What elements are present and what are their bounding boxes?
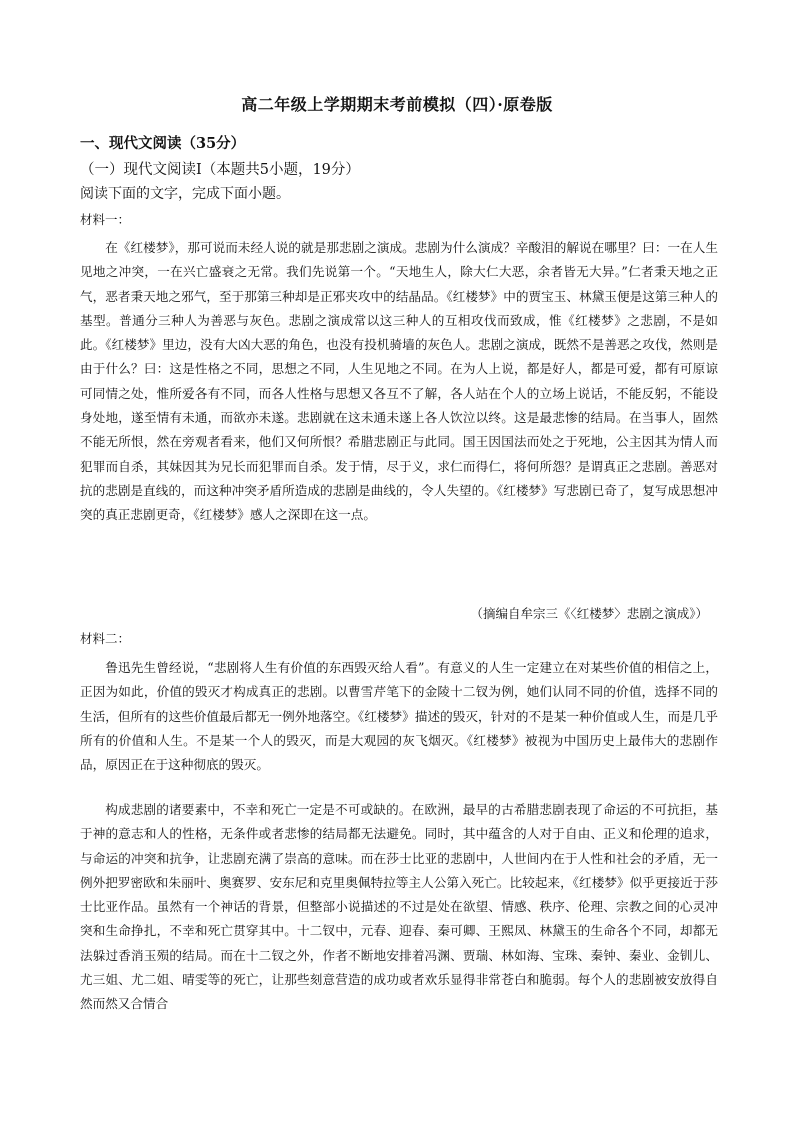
instruction-text: 阅读下面的文字，完成下面小题。 <box>80 186 290 202</box>
section-heading: 一、现代文阅读（35分） <box>80 135 246 152</box>
page-title: 高二年级上学期期末考前模拟（四）·原卷版 <box>241 95 553 114</box>
subsection-heading: （一）现代文阅读Ⅰ（本题共5小题，19分） <box>80 162 360 178</box>
material1-source: （摘编自牟宗三《〈红楼梦〉悲剧之演成》） <box>470 606 708 621</box>
material1-paragraph: 在《红楼梦》，那可说而未经人说的就是那悲剧之演成。悲剧为什么演成？辛酸泪的解说在哪里？曰：一在人生见地之冲突，一在兴亡盛衰之无常。我们先说第一个。“天地生人，除大仁大恶，余者皆无大异。”仁者秉天地之正气，恶者秉天地之邪气，至于那第三种却是正邪夹攻中的结晶品。《红楼梦》中的贾宝玉、林黛玉便是这第三种人的基型。普通分三种人为善恶与灰色。悲剧之演成常以这三种人的互相攻伐而致成，惟《红楼梦》之悲剧，不是如此。《红楼梦》里边，没有大凶大恶的角色，也没有投机骑墙的灰色人。悲剧之演成，既然不是善恶之攻伐，然则是由于什么？曰：这是性格之不同，思想之不同，人生见地之不同。在为人上说，都是好人，都是可爱，都有可原谅可同情之处，惟所爱各有不同，而各人性格与思想又各互不了解，各人站在个人的立场上说话，不能反躬，不能设身处地，遂至情有未通，而欲亦未遂。悲剧就在这未通未遂上各人饮泣以终。这是最悲惨的结局。在当事人，固然不能无所恨，然在旁观者看来，他们又何所恨？希腊悲剧正与此同。国王因国法而处之于死地，公主因其为情人而犯罪而自杀，其妹因其为兄长而犯罪而自杀。发于情，尽于义，求仁而得仁，将何所怨？是谓真正之悲剧。善恶对抗的悲剧是直线的，而这种冲突矛盾所造成的悲剧是曲线的，令人失望的。《红楼梦》写悲剧已奇了，复写成思想冲突的真正悲剧更奇，《红楼梦》感人之深即在这一点。 <box>80 240 718 523</box>
material2-label: 材料二： <box>80 631 131 646</box>
material2-paragraph-1: 鲁迅先生曾经说，“悲剧将人生有价值的东西毁灭给人看”。有意义的人生一定建立在对某些价值的相信之上，正因为如此，价值的毁灭才构成真正的悲剧。以曹雪芹笔下的金陵十二钗为例，她们认同不同的价值，选择不同的生活，但所有的这些价值最后都无一例外地落空。《红楼梦》描述的毁灭，针对的不是某一种价值或人生，而是几乎所有的价值和人生。不是某一个人的毁灭，而是大观园的灰飞烟灭。《红楼梦》被视为中国历史上最伟大的悲剧作品，原因正在于这种彻底的毁灭。 <box>80 660 718 773</box>
material1-label: 材料一： <box>80 212 131 227</box>
material2-paragraph-2: 构成悲剧的诸要素中，不幸和死亡一定是不可或缺的。在欧洲，最早的古希腊悲剧表现了命运的不可抗拒，基于神的意志和人的性格，无条件或者悲惨的结局都无法避免。同时，其中蕴含的人对于自由、正义和伦理的追求，与命运的冲突和抗争，让悲剧充满了崇高的意味。而在莎士比亚的悲剧中，人世间内在于人性和社会的矛盾，无一例外把罗密欧和朱丽叶、奥赛罗、安东尼和克里奥佩特拉等主人公第入死亡。比较起来，《红楼梦》似乎更接近于莎士比亚作品。虽然有一个神话的背景，但整部小说描述的不过是处在欲望、情感、秩序、伦理、宗教之间的心灵冲突和生命挣扎，不幸和死亡贯穿其中。十二钗中，元春、迎春、秦可卿、王熙凤、林黛玉的生命各个不同，却都无法躲过香消玉殒的结局。而在十二钗之外，作者不断地安排着冯渊、贾瑞、林如海、宝珠、秦钟、秦业、金钏儿、尤三姐、尤二姐、晴雯等的死亡，让那些刻意营造的成功或者欢乐显得非常苍白和脆弱。每个人的悲剧被安放得自然而然又合情合 <box>80 802 718 1012</box>
